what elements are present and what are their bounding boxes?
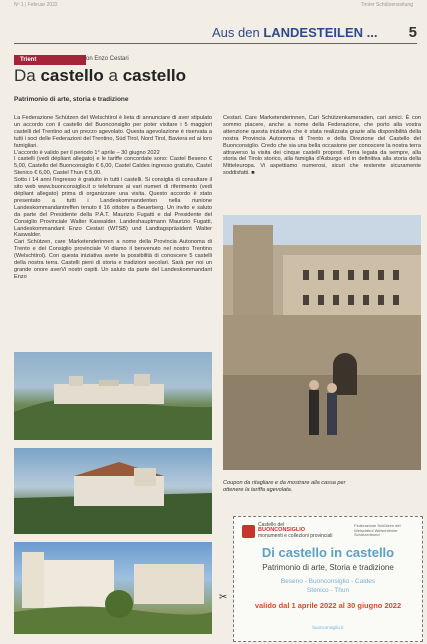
publication-name: Tiroler Schützenzeitung (360, 2, 413, 8)
coupon-logos (242, 522, 414, 540)
headline-bold-1: castello (40, 66, 104, 85)
paragraph: La Federazione Schützen del Welschtirol è lieta di annunciare di aver stipulato un accordo con il castello del Buonconsiglio per poter visitare i 5 maggiori castelli del Trentino ad un prezzo agevolato. Questa agevolazione è riservata a tutti i soci delle Federazioni del Trentino, Süd Tirol, Nord Tirol, Baviera ed ai loro famigliari. (14, 115, 212, 149)
page-number: 5 (408, 24, 417, 41)
paragraph: L'accordo è valido per il periodo 1° aprile – 30 giugno 2022 (14, 149, 160, 156)
paragraph: Cari Schützen, care Marketenderinnen a nome della Provincia Autonoma di Trento e del Consiglio provinciale Vi diamo il benvenuto nel nostro Trentino (Welschtirol). Con questa iniziativa avete la possibilità di conoscere 5 castelli della nostra terra. Castelli pieni di storia e tradizioni secolari. Sarà per noi un grande onore averVi nostri ospiti. Un saluto da parte del Landeskommandant Enzo (14, 239, 212, 280)
article-column-right (223, 115, 421, 177)
issue-date: Nº 1 | Februar 2022 (14, 2, 58, 8)
section-bar (212, 24, 417, 41)
article-column-left (14, 115, 212, 281)
coupon-validity: valido dal 1 aprile 2022 al 30 giugno 2022 (254, 601, 402, 610)
castle-photo-hilltop (14, 352, 212, 440)
castle-photo-garden (14, 542, 212, 634)
page-header (14, 2, 413, 8)
section-title-bold: LANDESTEILEN ... (263, 25, 378, 40)
article-headline (14, 66, 186, 86)
kicker-label: Trient (14, 55, 86, 65)
discount-coupon (233, 516, 423, 642)
section-title (212, 25, 377, 40)
section-title-pre: Aus den (212, 25, 260, 40)
paragraph: Cestari. Care Marketenderinnen, Cari Schützenkameraden, cari amici. È con sommo piacere, anche a nome della Federazione, che porto alla vostra attenzione questa iniziativa che è stata realizzata grazie alla disponibilità della nostra Provincia Autonoma di Trento e della Direzione del Castello del Buonconsiglio. Credo che sia una bella occasione per conoscere la nostra terra attraverso la visita dei cinque castelli proposti. Terra legata da sempre, alla storia del Tirolo storico, alla famiglia d'Asburgo ed in definitiva alla storia della Mitteleuropa. Vi aspettiamo numerosi, sicuri che resterete sicuramente soddisfatti. ■ (223, 115, 421, 177)
coupon-footer: buonconsiglio.it (312, 625, 344, 630)
logo-name: BUONCONSIGLIO (258, 527, 306, 534)
headline-word-2: a (108, 66, 118, 85)
logo-pre: Castello del (258, 521, 285, 528)
paragraph: I castelli (vedi dépliant allegato) e le tariffe concordate sono: Castel Beseno € 5,00, Castello del Buonconsiglio € 6,00, Castel Caldes ingresso gratuito, Castel Stenico € 6,00, Castel Thun € 5,00. (14, 156, 212, 177)
headline-word-1: Da (14, 66, 36, 85)
castle-list-line-2: Stenico - Thun (306, 587, 350, 594)
scissors-icon: ✂ (219, 592, 228, 603)
coupon-subtitle: Patrimonio di arte, Storia e tradizione (262, 563, 394, 572)
castle-logo-icon (242, 525, 255, 538)
coupon-title: Di castello in castello (261, 545, 395, 560)
headline-bold-2: castello (122, 66, 187, 85)
coupon-castle-list (234, 577, 422, 595)
castle-list-line-1: Beseno - Buonconsiglio - Caldes (280, 578, 376, 585)
castle-photo-valley (14, 448, 212, 534)
castle-photo-main (223, 215, 421, 470)
photo-caption: Coupon da ritagliare e da mostrare alla cassa per ottenere la tariffa agevolata. (223, 480, 346, 493)
byline: von Enzo Cestari (83, 56, 129, 62)
header-rule (14, 43, 417, 44)
buonconsiglio-logo (242, 523, 332, 540)
logo-post: monumenti e collezioni provinciali (258, 532, 333, 539)
paragraph: Sotto i 14 anni l'ingresso è gratuito in tutti i castelli. Si consiglia di consultare il sito web www.buonconsiglio.it o telefonare ai vari numeri di riferimento (vedi dépliant allegato) prima di organizzare una visita. Questo accordo è stato presentato a tutti i Landeskommandenten nella riunione Landeskommandantreffen tenuto il 16 ottobre a Beuerberg. Un invito e saluto da parte del Presidente della P.A.T. Maurizio Fugatti e dal Presidente del Consiglio Provinciale Walter Kaswalder. Landeshauptmann Maurizio Fugatti, Landeskommandant Enzo Cestari (WTSB) und Landtagspräsident Walter Kaswalder. (14, 177, 212, 239)
federation-logo: Federazione Schützen del Welschtirol Welschtiroler Schützenbund (354, 523, 401, 538)
article-subtitle: Patrimonio di arte, storia e tradizione (14, 96, 129, 103)
logo-text (258, 523, 332, 540)
